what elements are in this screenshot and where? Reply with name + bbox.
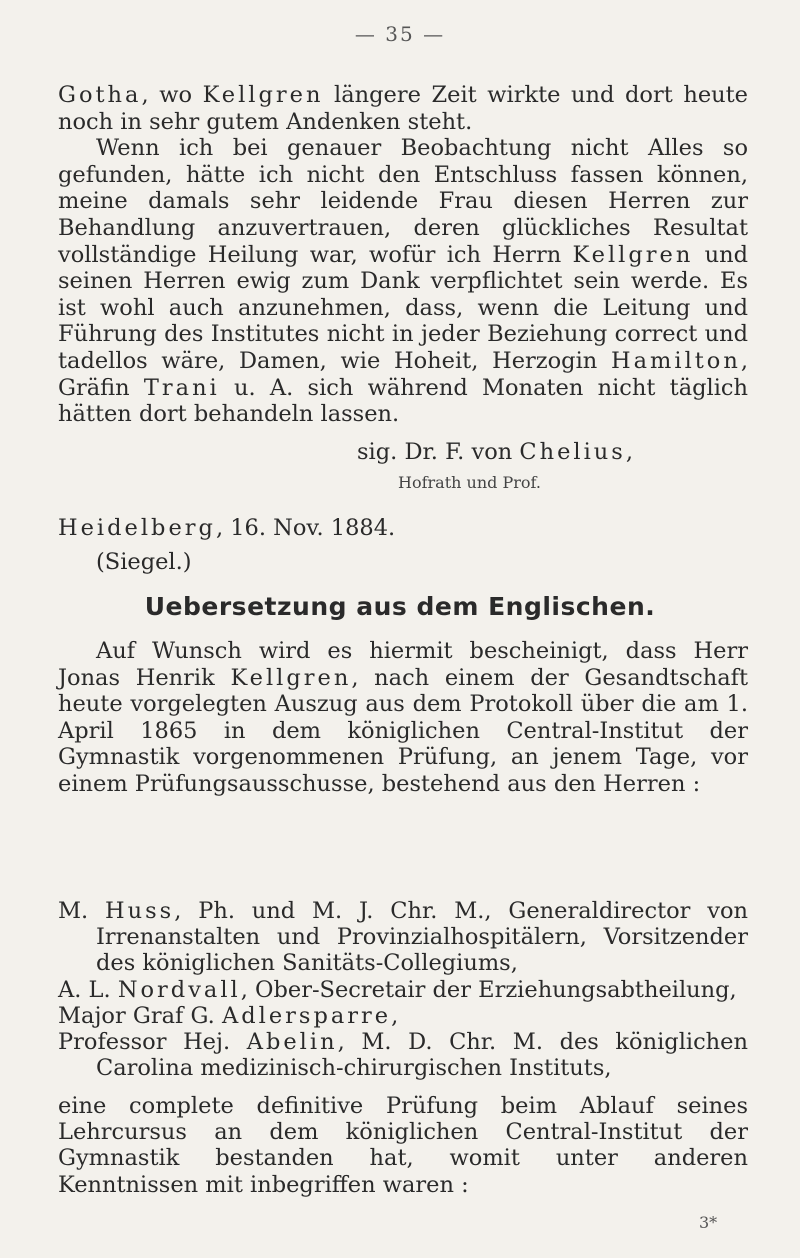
committee-member: M. Huss, Ph. und M. J. Chr. M., Generaldirector von Irrenanstalten und Provinzialhospitälern, Vorsitzender des königlichen Sanitäts-Collegiums, [58,898,749,977]
paragraph-2: Wenn ich bei genauer Beobachtung nicht Alles so gefunden, hätte ich nicht den Entschluss fassen können, meine damals sehr leidende Frau diesen Herren zur Behandlung anzuvertrauen, deren glückliches Resultat vollständige Heilung war, wofür ich Herrn Kellgren und seinen Herren ewig zum Dank verpflichtet sein werde. Es ist wohl auch anzunehmen, dass, wenn die Leitung und Führung des Institutes nicht in jeder Beziehung correct und tadellos wäre, Damen, wie Hoheit, Herzogin Hamilton, Gräfin Trani u. A. sich während Monaten nicht täglich hätten dort behandeln lassen. [58,135,748,428]
committee-list [58,898,748,1081]
committee-member: Professor Hej. Abelin, M. D. Chr. M. des königlichen Carolina medizinisch-chirurgischen Instituts, [58,1029,748,1082]
committee-member: A. L. Nordvall, Ober-Secretair der Erziehungsabtheilung, [58,976,737,1003]
page-number: — 35 — [354,22,446,46]
paragraph-1: Gotha, wo Kellgren längere Zeit wirkte und dort heute noch in sehr gutem Andenken steht. [58,82,748,135]
seal-note: (Siegel.) [96,549,192,575]
translation-paragraph: Auf Wunsch wird es hiermit bescheinigt, dass Herr Jonas Henrik Kellgren, nach einem der Gesandtschaft heute vorgelegten Auszug aus dem Protokoll über die am 1. April 1865 in dem königlichen Central-Institut der Gymnastik vorgenommenen Prüfung, an jenem Tage, vor einem Prüfungsausschusse, bestehend aus den Herren : [58,638,748,797]
sheet-signature-mark: 3* [699,1213,718,1232]
place-date: Heidelberg, 16. Nov. 1884. [58,515,396,541]
closing-paragraph: eine complete definitive Prüfung beim Ablauf seines Lehrcursus an dem königlichen Central-Institut der Gymnastik bestanden hat, womit unter anderen Kenntnissen mit inbegriffen waren : [58,1093,748,1198]
signature-line: sig. Dr. F. von Chelius, [357,439,633,465]
committee-member: Major Graf G. Adlersparre, [58,1002,399,1029]
translation-body [58,638,748,798]
letter-body [58,82,748,428]
signature-title: Hofrath und Prof. [398,473,541,492]
section-heading: Uebersetzung aus dem Englischen. [144,592,656,621]
